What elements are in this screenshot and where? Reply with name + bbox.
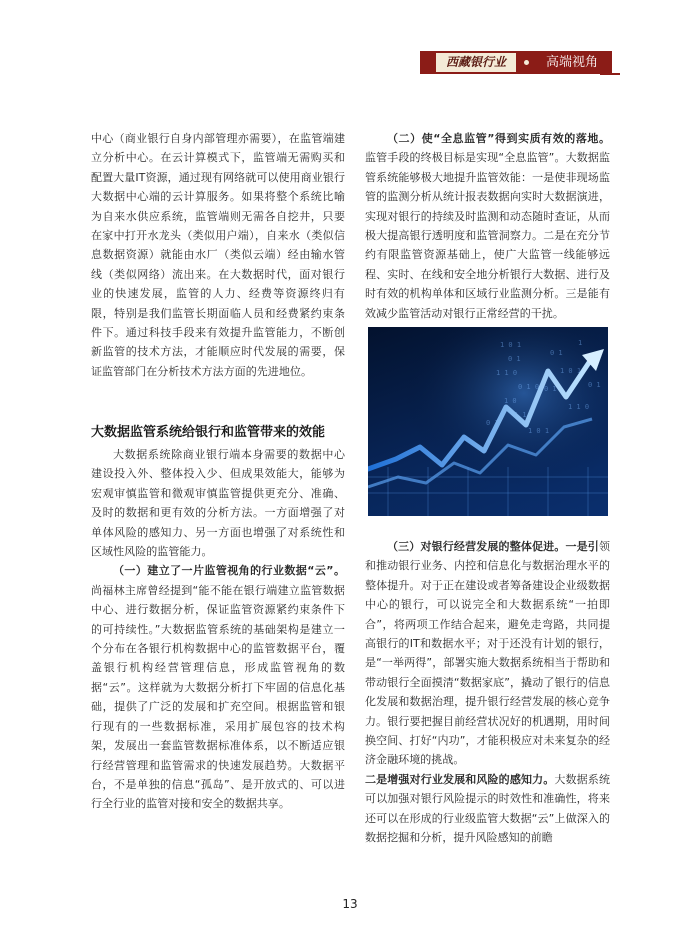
- point-one-paragraph: [91, 561, 345, 813]
- magazine-logo: 西藏银行业: [436, 53, 516, 72]
- svg-text:0 1: 0 1: [544, 385, 557, 393]
- svg-text:0 1 0: 0 1 0: [518, 383, 540, 391]
- section-title: 高端视角: [545, 55, 598, 70]
- point-two-body: 监管手段的终极目标是实现“全息监管”。大数据监管系统能够极大地提升监管效能：一是使非现场监管的监测分析从统计报表数据向实时大数据演进，实现对银行的持续及时监测和动态随时查证，从而极大提高银行透明度和监管洞察力。二是在充分节约有限监管资源基础上，使广大监管一线能够远程、实时、在线和安全地分析银行大数据、进行及时有效的机构单体和区域行业监测分析。三是能有效减少监管活动对银行正常经营的干扰。: [365, 151, 610, 320]
- svg-text:1 1: 1 1: [514, 411, 527, 419]
- svg-text:1 1 0: 1 1 0: [496, 369, 518, 377]
- svg-text:1 0 1: 1 0 1: [500, 341, 522, 349]
- svg-text:1 0 1: 1 0 1: [560, 367, 582, 375]
- point-four-body: 大数据系统可以加强对银行风险提示的时效性和准确性，将来还可以在形成的行业级监管大数据“云”上做深入的数据挖掘和分析，提升风险感知的前瞻: [365, 772, 611, 845]
- point-three-lead: （三）对银行经营发展的整体促进。: [387, 540, 566, 553]
- svg-text:0 1: 0 1: [508, 355, 521, 363]
- svg-text:1 0 1: 1 0 1: [528, 427, 550, 435]
- point-three-paragraph: [365, 537, 610, 770]
- svg-text:0 1: 0 1: [486, 419, 499, 427]
- svg-text:0 1: 0 1: [550, 349, 563, 357]
- point-four-lead: 二是增强对行业发展和风险的感知力。: [365, 772, 555, 786]
- section-heading: 大数据监管系统给银行和监管带来的效能: [91, 425, 326, 440]
- point-one-lead: （一）建立了一片监管视角的行业数据“云”。: [113, 564, 345, 578]
- big-data-illustration: [368, 327, 608, 516]
- left-column-bottom: [91, 445, 345, 814]
- page-number: 13: [342, 897, 358, 911]
- right-column-bottom: [365, 537, 610, 848]
- svg-text:1 1 0: 1 1 0: [568, 403, 590, 411]
- svg-text:0 1: 0 1: [588, 381, 601, 389]
- svg-text:1: 1: [578, 339, 583, 347]
- header-divider: [600, 73, 620, 75]
- left-column-top: [91, 129, 345, 381]
- point-four-paragraph: [365, 770, 610, 848]
- point-two-lead: （二）使“全息监管”得到实质有效的落地。: [387, 132, 610, 145]
- point-three-body: 领和推动银行业务、内控和信息化与数据治理水平的整体提升。对于正在建设或者筹备建设企业级数据中心的银行，可以说完全和大数据系统“一拍即合”，将两项工作结合起来，避免走弯路，共同提高银行的IT和数据水平；对于还没有计划的银行，是“一举两得”，部署实施大数据系统相当于帮助和带动银行全面摸清“数据家底”，撬动了银行的信息化发展和数据治理，提升银行经营发展的核心竞争力。银行要把握目前经营状况好的机遇期，用时间换空间、打好“内功”，才能积极应对未来复杂的经济金融环境的挑战。: [365, 540, 610, 767]
- header-dot-left: [524, 60, 529, 65]
- intro-paragraph: 大数据系统除商业银行端本身需要的数据中心建设投入外、整体投入少、但成果效能大，能够为宏观审慎监管和微观审慎监管提供更充分、准确、及时的数据和更有效的分析方法。一方面增强了对单体风险的感知力、另一方面也增强了对系统性和区域性风险的监管能力。: [91, 448, 345, 559]
- point-one-body: 尚福林主席曾经提到“能不能在银行端建立监管数据中心、进行数据分析，保证监管资源紧约束条件下的可持续性。”大数据监管系统的基础架构是建立一个分布在各银行机构数据中心的监管数据平台，覆盖银行机构经营管理信息，形成监管视角的数据“云”。这样就为大数据分析打下牢固的信息化基础，提供了广泛的发展和扩充空间。根据监管和银行现有的一些数据标准，采用扩展包容的技术构架，发展出一套监管数据标准体系，以不断适应银行经营管理和监管需求的快速发展趋势。大数据平台，不是单独的信息“孤岛”、是开放式的、可以进行全行业的监管对接和安全的数据共享。: [91, 583, 345, 811]
- right-column-top: [365, 129, 610, 323]
- point-two-paragraph: [365, 129, 610, 323]
- data-growth-arrow-image: [368, 327, 608, 516]
- svg-text:1 0: 1 0: [504, 397, 517, 405]
- point-three-lead-two: 一是引: [565, 540, 599, 553]
- body-paragraph: 中心（商业银行自身内部管理亦需要），在监管端建立分析中心。在云计算模式下，监管端无需购买和配置大量IT资源，通过现有网络就可以使用商业银行大数据中心端的云计算服务。如果将整个系统比喻为自来水供应系统，监管端则无需各自挖井，只要在家中打开水龙头（类似用户端），自来水（类似信息数据资源）就能由水厂（类似云端）经由输水管线（类似网络）流出来。在大数据时代，面对银行业的快速发展，监管的人力、经费等资源终归有限，特别是我们监管长期面临人员和经费紧约束条件下。通过科技手段来有效提升监管能力，不断创新监管的技术方法，才能顺应时代发展的需要，保证监管部门在分析技术方法方面的先进地位。: [91, 132, 345, 378]
